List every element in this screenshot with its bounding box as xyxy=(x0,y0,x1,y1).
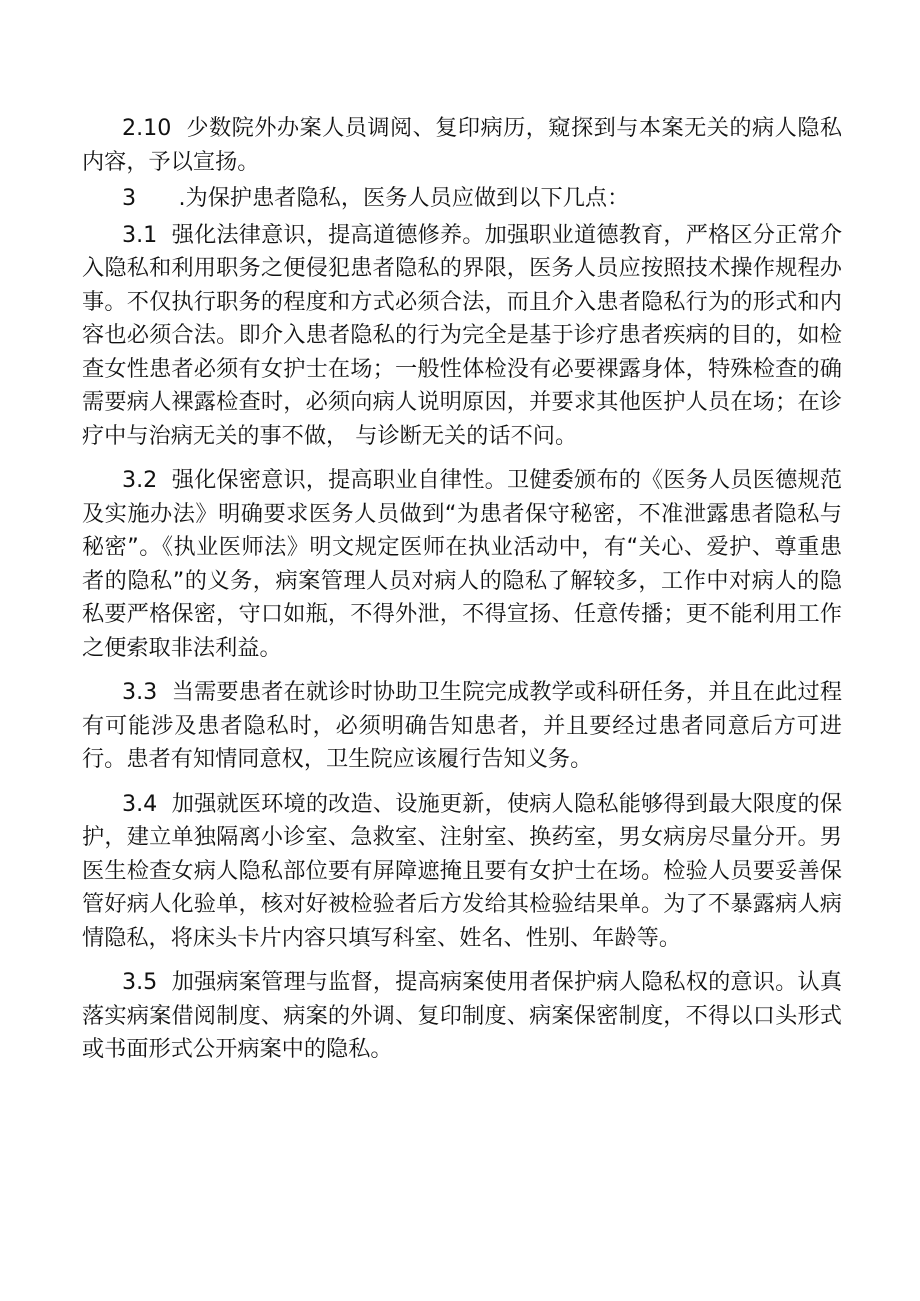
paragraph-2-10 xyxy=(82,112,842,179)
paragraph-text: 少数院外办案人员调阅、复印病历，窥探到与本案无关的病人隐私内容，予以宣扬。 xyxy=(82,115,843,175)
paragraph-number: 2.10 xyxy=(122,115,172,141)
paragraph-number: 3.3 xyxy=(122,679,158,705)
paragraph-text: 加强病案管理与监督，提高病案使用者保护病人隐私权的意识。认真落实病案借阅制度、病案的外调、复印制度、病案保密制度，不得以口头形式或书面形式公开病案中的隐私。 xyxy=(82,969,843,1062)
paragraph-text: .为保护患者隐私，医务人员应做到以下几点： xyxy=(178,185,630,211)
paragraph-number: 3.1 xyxy=(122,221,158,248)
paragraph-number: 3.2 xyxy=(122,467,158,493)
paragraph-text: 加强就医环境的改造、设施更新，使病人隐私能够得到最大限度的保护，建立单独隔离小诊室、急救室、注射室、换药室，男女病房尽量分开。男医生检查女病人隐私部位要有屏障遮掩且要有女护士在场。检验人员要妥善保管好病人化验单，核对好被检验者后方发给其检验结果单。为了不暴露病人病情隐私，将床头卡片内容只填写科室、姓名、性别、年龄等。 xyxy=(82,790,843,951)
document-body xyxy=(82,112,842,1067)
paragraph-3-4 xyxy=(82,788,842,956)
paragraph-3-1 xyxy=(82,219,842,454)
paragraph-number: 3 xyxy=(122,185,137,211)
paragraph-text: 当需要患者在就诊时协助卫生院完成教学或科研任务，并且在此过程有可能涉及患者隐私时，必须明确告知患者，并且要经过患者同意后方可进行。患者有知情同意权，卫生院应该履行告知义务。 xyxy=(82,679,843,772)
paragraph-3-2 xyxy=(82,464,842,665)
paragraph-3 xyxy=(82,182,842,216)
paragraph-number: 3.4 xyxy=(122,790,158,817)
paragraph-3-5 xyxy=(82,966,842,1067)
paragraph-number: 3.5 xyxy=(122,969,158,995)
paragraph-3-3 xyxy=(82,676,842,777)
paragraph-text: 强化保密意识，提高职业自律性。卫健委颁布的《医务人员医德规范及实施办法》明确要求医务人员做到“为患者保守秘密，不准泄露患者隐私与秘密”。《执业医师法》明文规定医师在执业活动中，有“关心、爱护、尊重患者的隐私”的义务，病案管理人员对病人的隐私了解较多，工作中对病人的隐私要严格保密，守口如瓶，不得外泄，不得宣扬、任意传播；更不能利用工作之便索取非法利益。 xyxy=(82,467,843,661)
paragraph-text: 强化法律意识，提高道德修养。加强职业道德教育，严格区分正常介入隐私和利用职务之便侵犯患者隐私的界限，医务人员应按照技术操作规程办事。不仅执行职务的程度和方式必须合法，而且介入患者隐私行为的形式和内容也必须合法。即介入患者隐私的行为完全是基于诊疗患者疾病的目的，如检查女性患者必须有女护士在场；一般性体检没有必要裸露身体，特殊检查的确需要病人裸露检查时，必须向病人说明原因，并要求其他医护人员在场；在诊疗中与治病无关的事不做， 与诊断无关的话不问。 xyxy=(82,221,843,449)
